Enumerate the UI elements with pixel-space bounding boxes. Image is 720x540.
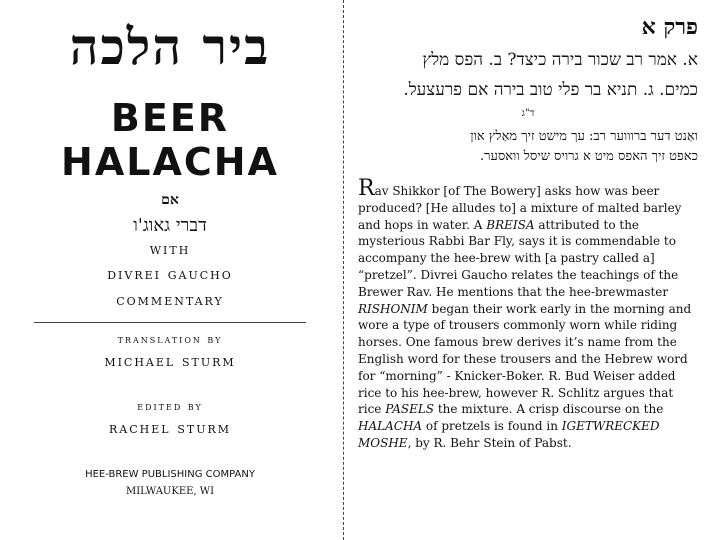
chapter-title: פרק א <box>641 14 698 40</box>
publisher-name: HEE-BREW PUBLISHING COMPANY <box>85 469 255 480</box>
hebrew-commentary-title: דברי גאוג'ו <box>133 215 207 236</box>
english-commentary: Rav Shikkor [of The Bowery] asks how was beer produced? [He alludes to] a mixture of malted barley and hops in water. A BREISA attributed to the mysterious Rabbi Bar Fly, says it is commendable to accompany the hee-brew with [a pastry called a] “pretzel”. Divrei Gaucho relates the teachings of the Brewer Rav. He mentions that the hee-brewmaster RISHONIM began their work early in the morning and wore a type of trousers commonly worn while riding horses. One famous brew derives it’s name from the English word for these trousers and the Hebrew word for “morning” - Knicker-Boker. R. Bud Weiser added rice to his hee-brew, however R. Schlitz argues that rice PASELS the mixture. A crisp discourse on the HALACHA of pretzels is found in IGETWRECKED MOSHE, by R. Behr Stein of Pabst. <box>358 176 692 450</box>
translation-label: translation by <box>117 333 223 346</box>
yiddish-line2: כאפט זיך האפס מיט א גרויס שיסל וואסער. <box>479 149 698 164</box>
with-label: with <box>149 240 191 258</box>
translator-name: michael sturm <box>104 352 236 370</box>
title-page <box>34 10 306 497</box>
drop-cap: R <box>358 176 375 201</box>
english-title: BEER HALACHA <box>61 96 279 184</box>
commentary-title-line1: divrei gaucho <box>107 265 233 283</box>
commentary-title-line2: commentary <box>116 291 224 309</box>
term-rishonim: RISHONIM <box>358 301 428 316</box>
hebrew-abbreviation: ד"ג <box>521 108 535 119</box>
yiddish-line1: ואַנט דער ברוווער רב: עך מישט זיך מאַלץ און <box>470 129 698 144</box>
term-halacha: HALACHA <box>358 419 423 434</box>
edited-label: edited by <box>137 400 203 413</box>
hebrew-text-line1: א. אמר רב שכור בירה כיצד? ב. הפס מלץ <box>422 50 698 70</box>
term-pasels: PASELS <box>385 402 435 417</box>
text-page <box>358 14 698 452</box>
term-breisa: BREISA <box>486 217 535 232</box>
hebrew-title: ביר הלכה <box>69 17 271 76</box>
term-igetwrecked-moshe: IGETWRECKED MOSHE <box>358 419 660 450</box>
divider-line <box>34 322 306 323</box>
page-divider <box>343 0 344 540</box>
editor-name: rachel sturm <box>108 419 232 437</box>
hebrew-text-line2: כמים. ג. תניא בר פלי טוב בירה אם פרעצעל. <box>403 80 698 100</box>
publisher-city: MILWAUKEE, WI <box>125 486 215 497</box>
hebrew-with: אם <box>161 192 179 208</box>
